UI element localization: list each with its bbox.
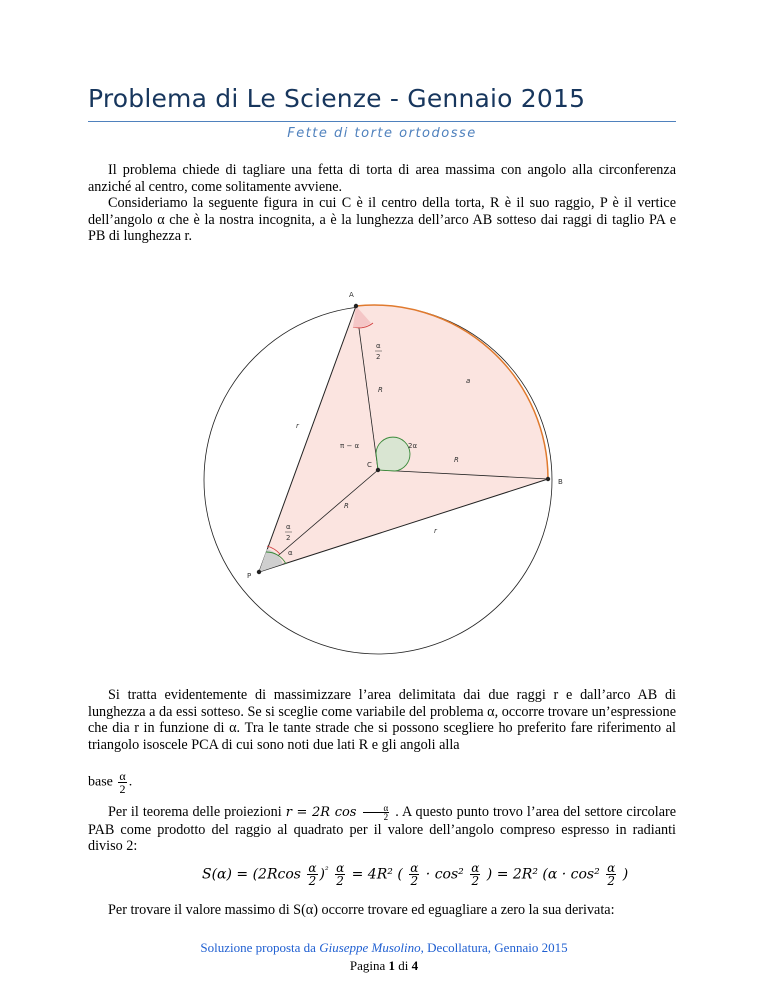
projection-text — [88, 804, 676, 855]
area-formula: S(α) = (2Rcos $\frac{\alpha}{2}$ )$^{^2}$ $\frac{\alpha}{2}$ = 4R² ( $\frac{\alpha}{2}$ · cos² $\frac{\alpha}{2}$ ) = 2R² (α · cos² $\frac{\alpha}{2}$ ) — [202, 861, 629, 888]
intro-text — [88, 162, 676, 245]
label-r-left: r — [296, 422, 299, 430]
page-title: Problema di Le Scienze - Gennaio 2015 — [88, 84, 586, 113]
point-A — [354, 304, 358, 308]
title-rule — [88, 121, 676, 122]
analysis-text — [88, 687, 676, 753]
point-P — [257, 570, 261, 574]
footer-page-number: Pagina 1 di 4 — [349, 958, 419, 973]
slice-fill — [259, 305, 548, 572]
paragraph-2: Consideriamo la seguente figura in cui C è il centro della torta, R è il suo raggio, P è il vertice dell’angolo α che è la nostra incognita, a è la lunghezza dell’arco AB sotteso dai raggi di taglio PA e PB di lunghezza r. — [88, 195, 676, 244]
label-C: C — [367, 461, 372, 469]
label-alpha-half-A-den: 2 — [376, 353, 381, 361]
point-C — [376, 468, 380, 472]
label-alpha-half-P-num: α — [286, 523, 291, 531]
label-R-right: R — [454, 456, 459, 464]
label-P: P — [247, 572, 252, 580]
label-2a: 2α — [408, 442, 418, 450]
label-pi-minus-a: π − α — [340, 442, 360, 450]
label-B: B — [558, 478, 563, 486]
label-r-bottom: r — [434, 527, 437, 535]
paragraph-3: Si tratta evidentemente di massimizzare l’area delimitata dai due raggi r e dall’arco AB di lunghezza a da essi sotteso. Se si sceglie come variabile del problema α, occorre trovare un’espressione che dia r in funzione di α. Tra le tante strade che si possono scegliere ho preferito fare riferimento al triangolo isoscele PCA di cui sono noti due lati R e gli angoli alla — [88, 687, 676, 753]
geometry-figure — [222, 280, 563, 660]
label-alpha-half-A-num: α — [376, 342, 381, 350]
angle-2a-marker — [376, 437, 410, 471]
base-label: base — [88, 774, 113, 790]
label-R-lower: R — [344, 502, 349, 510]
label-A: A — [349, 291, 354, 299]
alpha-half-fraction: $\frac{\alpha}{2}$ — [119, 769, 126, 796]
label-a-arc: a — [466, 377, 471, 385]
page-subtitle: Fette di torte ortodosse — [287, 126, 477, 141]
label-alpha-half-P-den: 2 — [286, 534, 291, 542]
derivative-text — [88, 902, 676, 919]
paragraph-5: Per trovare il valore massimo di S(α) occorre trovare ed eguagliare a zero la sua derivata: — [108, 902, 615, 918]
footer-author: Giuseppe Musolino — [319, 940, 421, 955]
footer-credit: Soluzione proposta da Giuseppe Musolino, Decollatura, Gennaio 2015 — [200, 940, 568, 955]
point-B — [546, 477, 550, 481]
paragraph-1: Il problema chiede di tagliare una fetta di torta di area massima con angolo alla circonferenza anziché al centro, come solitamente avviene. — [88, 162, 676, 195]
label-alpha-P: α — [288, 549, 293, 557]
base-angle-line: base $\frac{\alpha}{2}$ . — [88, 769, 133, 796]
label-R-top: R — [378, 386, 383, 394]
paragraph-4: Per il teorema delle proiezioni r = 2R cos $\frac{\alpha}{2}$ . A questo punto trovo l’area del settore circolare PAB come prodotto del raggio al quadrato per il valore dell’angolo compreso espresso in radianti diviso 2: — [88, 803, 677, 854]
